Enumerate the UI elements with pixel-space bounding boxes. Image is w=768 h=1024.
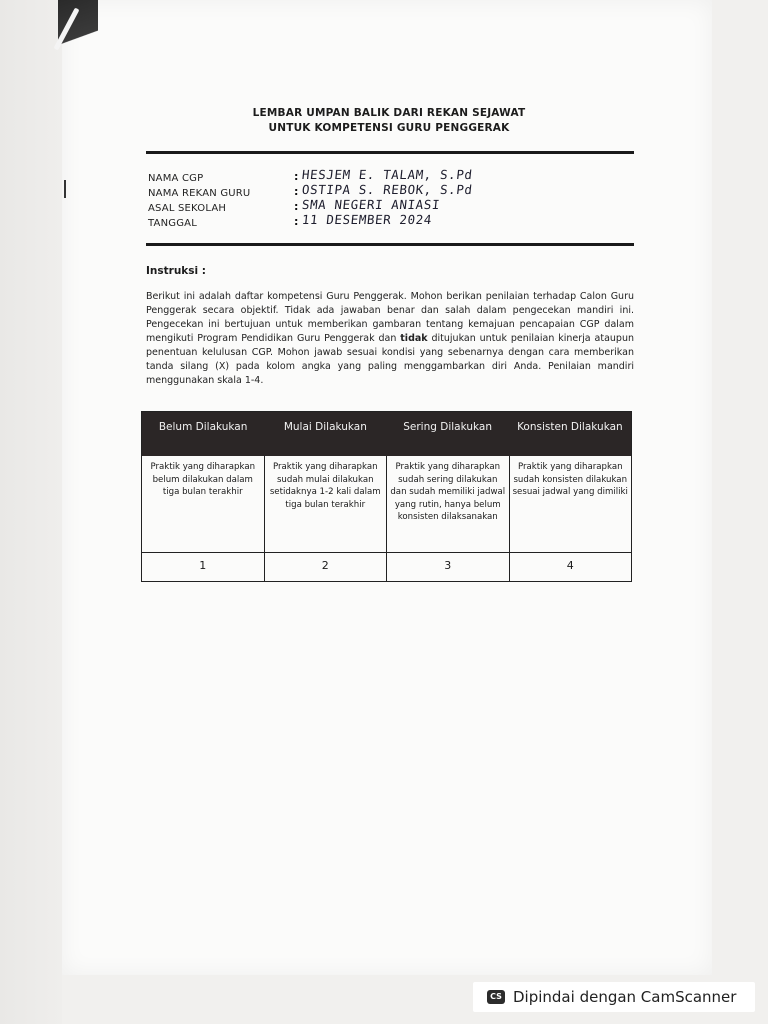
instruction-emphasis: tidak (400, 333, 428, 344)
instruction-paragraph (146, 290, 634, 388)
info-label: NAMA CGP (148, 173, 204, 184)
score-cell: 2 (264, 553, 387, 581)
scan-background (0, 0, 62, 1024)
header-belum-dilakukan: Belum Dilakukan (158, 421, 248, 433)
handwritten-value: SMA NEGERI ANIASI (301, 197, 441, 212)
instruction-heading: Instruksi : (146, 265, 206, 277)
table-row-scores (142, 552, 631, 581)
title-line-1: LEMBAR UMPAN BALIK DARI REKAN SEJAWAT (252, 107, 526, 119)
scale-table (141, 411, 632, 582)
description-cell: Praktik yang diharapkan sudah konsisten dilakukan sesuai jadwal yang dimiliki (509, 456, 632, 552)
instruction-text: ditujukan untuk penilaian kinerja ataupun penentuan kelulusan CGP. Mohon jawab sesuai kondisi yang sebenarnya dengan cara memberikan tanda silang (X) pada kolom angka yang paling menggambarkan diri Anda. Penilaian mandiri menggunakan skala 1-4. (146, 333, 634, 386)
camscanner-text: Dipindai dengan CamScanner (513, 988, 737, 1006)
header-konsisten-dilakukan: Konsisten Dilakukan (517, 421, 623, 433)
header-sering-dilakukan: Sering Dilakukan (403, 421, 493, 433)
instruction-text: Berikut ini adalah daftar kompetensi Guru Penggerak. Mohon berikan penilaian terhadap Calon Guru Penggerak secara objektif. Tidak ada jawaban benar dan salah dalam pengecekan mandiri ini. Pengecekan ini bertujuan untuk memberikan gambaran tentang kemajuan pencapaian CGP dalam mengikuti Program Pendidikan Guru Penggerak dan (146, 291, 634, 344)
colon: : (294, 185, 299, 198)
score-cell: 3 (386, 553, 509, 581)
scale-table-header (142, 412, 631, 456)
colon: : (294, 215, 299, 228)
description-cell: Praktik yang diharapkan belum dilakukan dalam tiga bulan terakhir (150, 462, 256, 497)
divider-top (146, 151, 634, 154)
margin-mark (64, 180, 66, 198)
info-label: TANGGAL (148, 218, 197, 229)
camscanner-logo-icon: CS (487, 990, 505, 1004)
camscanner-watermark (473, 982, 755, 1012)
colon: : (294, 170, 299, 183)
table-row-descriptions (142, 456, 631, 552)
divider-bottom (146, 243, 634, 246)
title-line-2: UNTUK KOMPETENSI GURU PENGGERAK (268, 122, 510, 134)
header-mulai-dilakukan: Mulai Dilakukan (283, 421, 367, 433)
description-cell: Praktik yang diharapkan sudah mulai dilakukan setidaknya 1-2 kali dalam tiga bulan terakhir (264, 456, 387, 552)
info-label: NAMA REKAN GURU (148, 188, 251, 199)
document-title (146, 106, 632, 136)
score-cell: 1 (199, 559, 207, 572)
handwritten-value: 11 DESEMBER 2024 (301, 212, 433, 227)
handwritten-value: HESJEM E. TALAM, S.Pd (301, 167, 474, 182)
colon: : (294, 200, 299, 213)
handwritten-value: OSTIPA S. REBOK, S.Pd (301, 182, 474, 197)
info-label: ASAL SEKOLAH (148, 203, 227, 214)
score-cell: 4 (509, 553, 632, 581)
description-cell: Praktik yang diharapkan sudah sering dilakukan dan sudah memiliki jadwal yang rutin, hanya belum konsisten dilaksanakan (386, 456, 509, 552)
